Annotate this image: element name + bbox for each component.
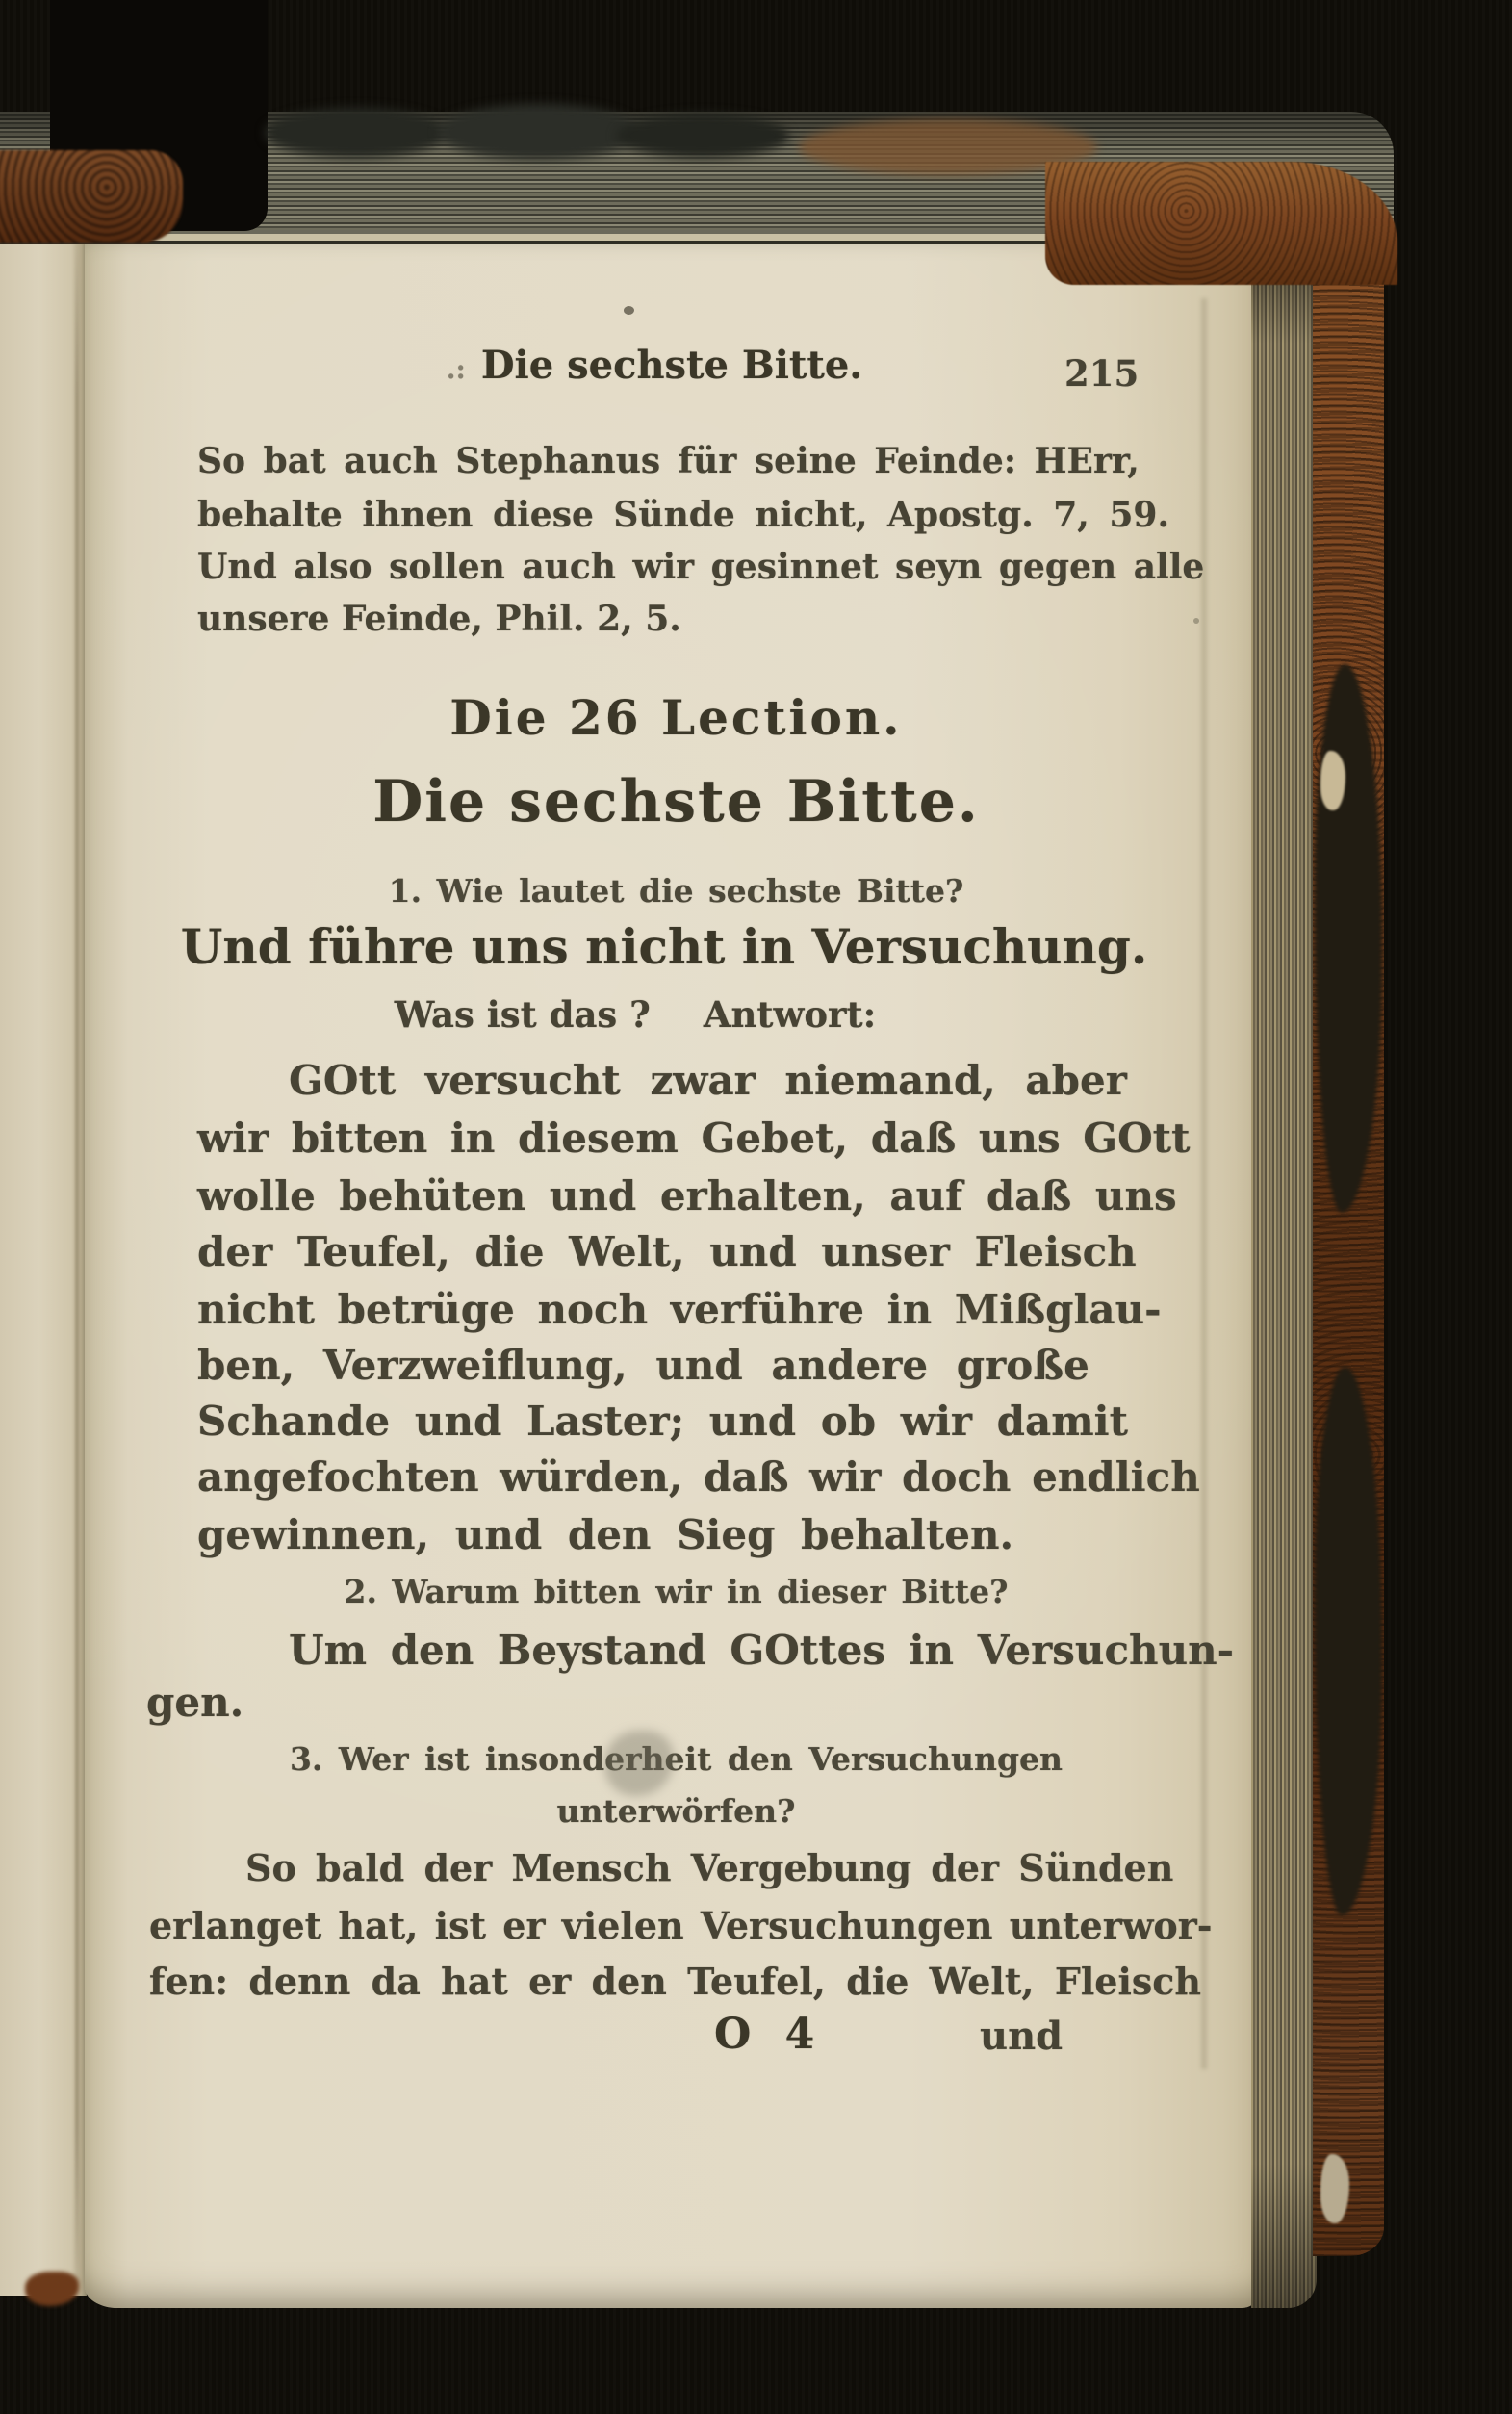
question-1: 1. Wie lautet die sechste Bitte? (388, 872, 964, 910)
explanation-line: angefochten würden, daß wir doch endlich (197, 1453, 1200, 1501)
leather-spot-bottom-left (25, 2272, 79, 2306)
header-ornament: .: (446, 353, 466, 385)
facing-page-edge (0, 224, 87, 2296)
answer-3-line: fen: denn da hat er den Teufel, die Welt, Fleisch (149, 1960, 1202, 2003)
answer-2-line: Um den Beystand GOttes in Versuchun- (289, 1627, 1235, 1674)
explanation-line: nicht betrüge noch verführe in Mißglau- (197, 1286, 1162, 1333)
page-gutter-fold (75, 231, 79, 2291)
catchword: und (980, 2014, 1064, 2059)
leather-corner-top-left (0, 150, 183, 243)
fore-edge-page-stack (1251, 241, 1317, 2308)
ink-speck (624, 306, 634, 315)
question-3-line: unterwörfen? (556, 1792, 796, 1830)
running-header (173, 343, 1136, 388)
lection-heading: Die 26 Lection. (449, 689, 903, 746)
answer-2-line: gen. (146, 1679, 244, 1726)
question-3-line: 3. Wer ist insonderheit den Versuchungen (289, 1740, 1064, 1778)
torn-edge-shadow (438, 104, 640, 160)
prompt-question: Was ist das ? (394, 993, 651, 1036)
explanation-line: Schande und Laster; und ob wir damit (197, 1398, 1129, 1445)
petition-heading: Die sechste Bitte. (372, 768, 980, 835)
answer-3-line: So bald der Mensch Vergebung der Sünden (245, 1846, 1174, 1889)
leather-corner-top-right (1045, 162, 1397, 285)
ink-speck (1193, 618, 1199, 624)
page-number: 215 (1064, 352, 1140, 395)
torn-edge-shadow (265, 108, 448, 158)
explanation-line: wolle behüten und erhalten, auf daß uns (197, 1172, 1177, 1220)
explanation-line: der Teufel, die Welt, und unser Fleisch (197, 1228, 1137, 1275)
explanation-line: GOtt versucht zwar niemand, aber (289, 1057, 1127, 1104)
running-header-title: Die sechste Bitte. (480, 343, 863, 388)
answer-3-line: erlanget hat, ist er vielen Versuchungen unterwor- (149, 1904, 1213, 1947)
leather-spine-strip (1313, 252, 1384, 2256)
explanation-line: ben, Verzweiflung, und andere große (197, 1342, 1089, 1389)
torn-edge-shadow (616, 114, 789, 158)
intro-line: unsere Feinde, Phil. 2, 5. (197, 599, 681, 639)
prompt-answer-label: Antwort: (703, 993, 877, 1036)
intro-line: So bat auch Stephanus für seine Feinde: HErr, (197, 441, 1140, 481)
explanation-line: wir bitten in diesem Gebet, daß uns GOtt (197, 1115, 1191, 1162)
question-2: 2. Warum bitten wir in dieser Bitte? (344, 1573, 1009, 1610)
explanation-line: gewinnen, und den Sieg behalten. (197, 1511, 1014, 1558)
answer-1: Und führe uns nicht in Versuchung. (180, 918, 1148, 975)
intro-line: Und also sollen auch wir gesinnet seyn gegen alle (197, 547, 1205, 587)
intro-line: behalte ihnen diese Sünde nicht, Apostg. 7, 59. (197, 495, 1169, 535)
catechism-prompt (154, 993, 1116, 1036)
signature-mark: O 4 (714, 2010, 825, 2059)
